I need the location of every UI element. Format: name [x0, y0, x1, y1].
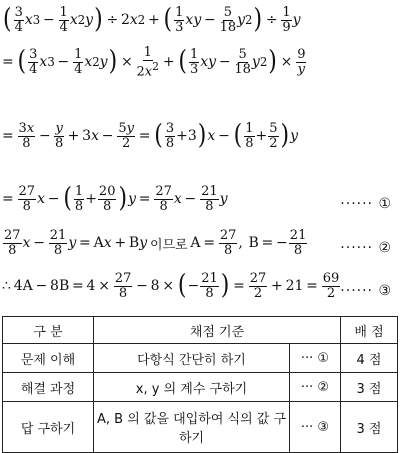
row-criterion: x, y 의 계수 구하기	[94, 373, 290, 402]
row-criterion: 다항식 간단히 하기	[94, 344, 290, 373]
solution-line-1: ( $\frac{3}{4}$ x 3 − $\frac{1}{4}$ x 2 y ) ÷ 2 x 2 + ( $\frac{1}{3}$ xy − $\frac{5}{18}$ y 2 ) ÷ $\frac{1}{9}$ y	[3, 3, 301, 36]
row-category: 답 구하기	[3, 402, 94, 453]
row-mark: ··· ②	[290, 373, 341, 402]
solution-line-6: ∴ 4A − 8B = 4 × $\frac{27}{8}$ − 8 × ( − $\frac{21}{8}$ ) = $\frac{27}{2}$ + 21 = $\frac{69}{2}$	[2, 269, 340, 302]
row-mark: ··· ①	[290, 344, 341, 373]
row-mark: ··· ③	[290, 402, 341, 453]
table-row	[3, 373, 398, 402]
row-category: 해결 과정	[3, 373, 94, 402]
step-marker-3: ······ ③	[340, 283, 392, 299]
solution-line-2: = ( $\frac{3}{4}$ x 3 − $\frac{1}{4}$ x 2 y ) × $\frac{1}{2x^2}$ + ( $\frac{1}{3}$ xy − $\frac{5}{18}$ y 2 ) × $\frac{9}{y}$	[2, 45, 306, 79]
table-row	[3, 402, 398, 453]
solution-line-5: $\frac{27}{8}$ x − $\frac{21}{8}$ y = A x + B y 이므로 A = $\frac{27}{8}$ , B = − $\frac{21}{8}$	[4, 228, 307, 258]
table-header-row	[3, 317, 398, 344]
row-category: 문제 이해	[3, 344, 94, 373]
header-category: 구 분	[3, 317, 94, 344]
header-score: 배 점	[341, 317, 398, 344]
row-score: 3 점	[341, 402, 398, 453]
header-criterion: 채점 기준	[94, 317, 341, 344]
step-marker-1: ······ ①	[340, 196, 392, 212]
grading-table	[2, 316, 398, 453]
row-criterion: A, B 의 값을 대입하여 식의 값 구하기	[94, 402, 290, 453]
row-score: 4 점	[341, 344, 398, 373]
step-marker-2: ······ ②	[340, 240, 392, 256]
table-row	[3, 344, 398, 373]
solution-line-4: = $\frac{27}{8}$ x − ( $\frac{1}{8}$ + $\frac{20}{8}$ ) y = $\frac{27}{8}$ x − $\frac{21}{8}$ y	[2, 182, 228, 215]
solution-line-3: = $\frac{3x}{8}$ − $\frac{y}{8}$ + 3 x − $\frac{5y}{2}$ = ( $\frac{3}{8}$ +3 ) x − ( $\frac{1}{8}$ + $\frac{5}{2}$ ) y	[2, 119, 299, 152]
row-score: 3 점	[341, 373, 398, 402]
